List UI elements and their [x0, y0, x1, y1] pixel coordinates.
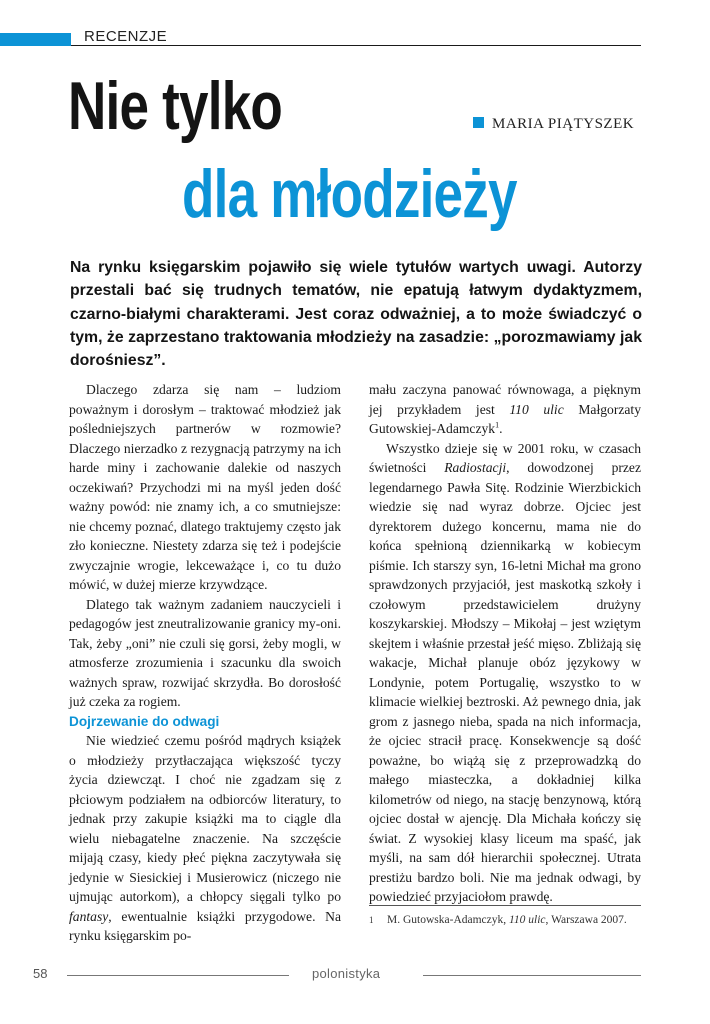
footnote — [369, 912, 641, 931]
paragraph: mału zaczyna panować równowaga, a pięknym jej przykładem jest 110 ulic Małgorzaty Gutowskiej-Adamczyk$^1$. — [369, 382, 641, 436]
footnote-number: 1 — [369, 915, 374, 925]
paragraph: Wszystko dzieje się w 2001 roku, w czasach świetności Radiostacji, dowodzonej przez legendarnego Pawła Sitę. Rodzinie Wierzbickich wiedzie się nad wyraz dobrze. Ojciec jest dyrektorem dużego koncernu, mama nie do końca spełnioną dziennikarką w kobiecym piśmie. Ich starszy syn, 16-letni Michał ma grono sprawdzonych przyjaciół, jest maskotką szkoły i czołowym przedstawicielem drużyny koszykarskiej. Młodszy – Mikołaj – jest wziętym skejtem i właśnie przestał jeść mięso. Zbliżają się wakacje, Michał planuje obóz językowy w Londynie, potem Portugalię, wszystko to w klimacie wielkiej beztroski. Aż pewnego dnia, jak grom z jasnego nieba, spada na nich informacja, że ojciec stracił pracę. Konsekwencje są dość poważne, bo wiążą się z przeprowadzką do małego miasteczka, a dokładniej kilka kilometrów od niego, na stację benzynową, którą ojciec dostał w ajencję. Dla Michała kończy się świat. Z wysokiej klasy liceum ma spaść, jak myśli, na sam dół hierarchii społecznej. Utrata prestiżu bardzo boli. Nie ma jednak odwagi, by powiedzieć przyjaciołom prawdę. — [369, 440, 642, 904]
magazine-name: polonistyka — [312, 966, 381, 981]
author-byline — [473, 116, 634, 133]
title-line-2: dla młodzieży — [182, 156, 517, 232]
article-column-2 — [369, 380, 641, 907]
lead-paragraph: Na rynku księgarskim pojawiło się wiele tytułów wartych uwagi. Autorzy przestali bać się trudnych tematów, nie epatują łatwym dydaktyzmem, czarno-białymi charakterami. Jest coraz odważniej, a to może świadczyć o tym, że zaprzestano traktowania młodzieży na zasadzie: „porozmawiamy jak dorośniesz”. — [70, 259, 642, 370]
paragraph: Dlaczego zdarza się nam – ludziom poważnym i dorosłym – traktować młodzież jak pośledniejszych partnerów w rozmowie? Dlaczego nierzadko z rezygnacją patrzymy na ich harde miny i zachowanie dalekie od naszych oczekiwań? Przychodzi mi na myśl jeden dość ważny powód: nie znamy ich, a co smutniejsze: nie chcemy poznać, dlatego traktujemy często jak zło konieczne. Niestety zdarza się też i podejście zwyczajnie wrogie, lekceważące i, co tu dużo mówić, w dużej mierze krzywdzące. — [69, 382, 341, 592]
square-bullet-icon — [473, 117, 484, 128]
paragraph: Nie wiedzieć czemu pośród mądrych książek o młodzieży przytłaczająca większość tyczy życia dziewcząt. I choć nie zgadzam się z płciowym podziałem na odbiorców literatury, to jednak przy zakupie książki ma to ciągle dla wielu niebagatelne znaczenie. Na szczęście mijają czasy, kiedy płeć piękna zaczytywała się jedynie w Siesickiej i Musierowicz (niczego nie ujmując autorkom), a chłopcy sięgali tylko po fantasy, ewentualnie książki przygodowe. Na rynku księgarskim po- — [69, 733, 341, 943]
subheading: Dojrzewanie do odwagi — [69, 713, 220, 729]
paragraph: Dlatego tak ważnym zadaniem nauczycieli i pedagogów jest zneutralizowanie granicy my-oni. Tak, żeby „oni” nie czuli się gorsi, żeby mogli, w atmosferze zrozumienia i szacunku dla swoich ważnych spraw, rozwijać skrzydła. Bo dorosłość już czeka za rogiem. — [69, 596, 341, 709]
footnote-text: M. Gutowska-Adamczyk, 110 ulic, Warszawa 2007. — [387, 914, 627, 926]
footnote-ref: 1 — [495, 420, 500, 430]
section-label: RECENZJE — [84, 28, 168, 45]
footnote-rule — [369, 905, 641, 906]
author-name: MARIA PIĄTYSZEK — [492, 116, 635, 132]
footer-rule-right — [423, 975, 641, 976]
page-number: 58 — [33, 966, 48, 981]
article-column-1 — [69, 380, 341, 946]
header-rule — [71, 45, 641, 46]
title-line-1: Nie tylko — [68, 68, 283, 144]
section-color-bar — [0, 33, 71, 46]
footer-rule-left — [67, 975, 289, 976]
